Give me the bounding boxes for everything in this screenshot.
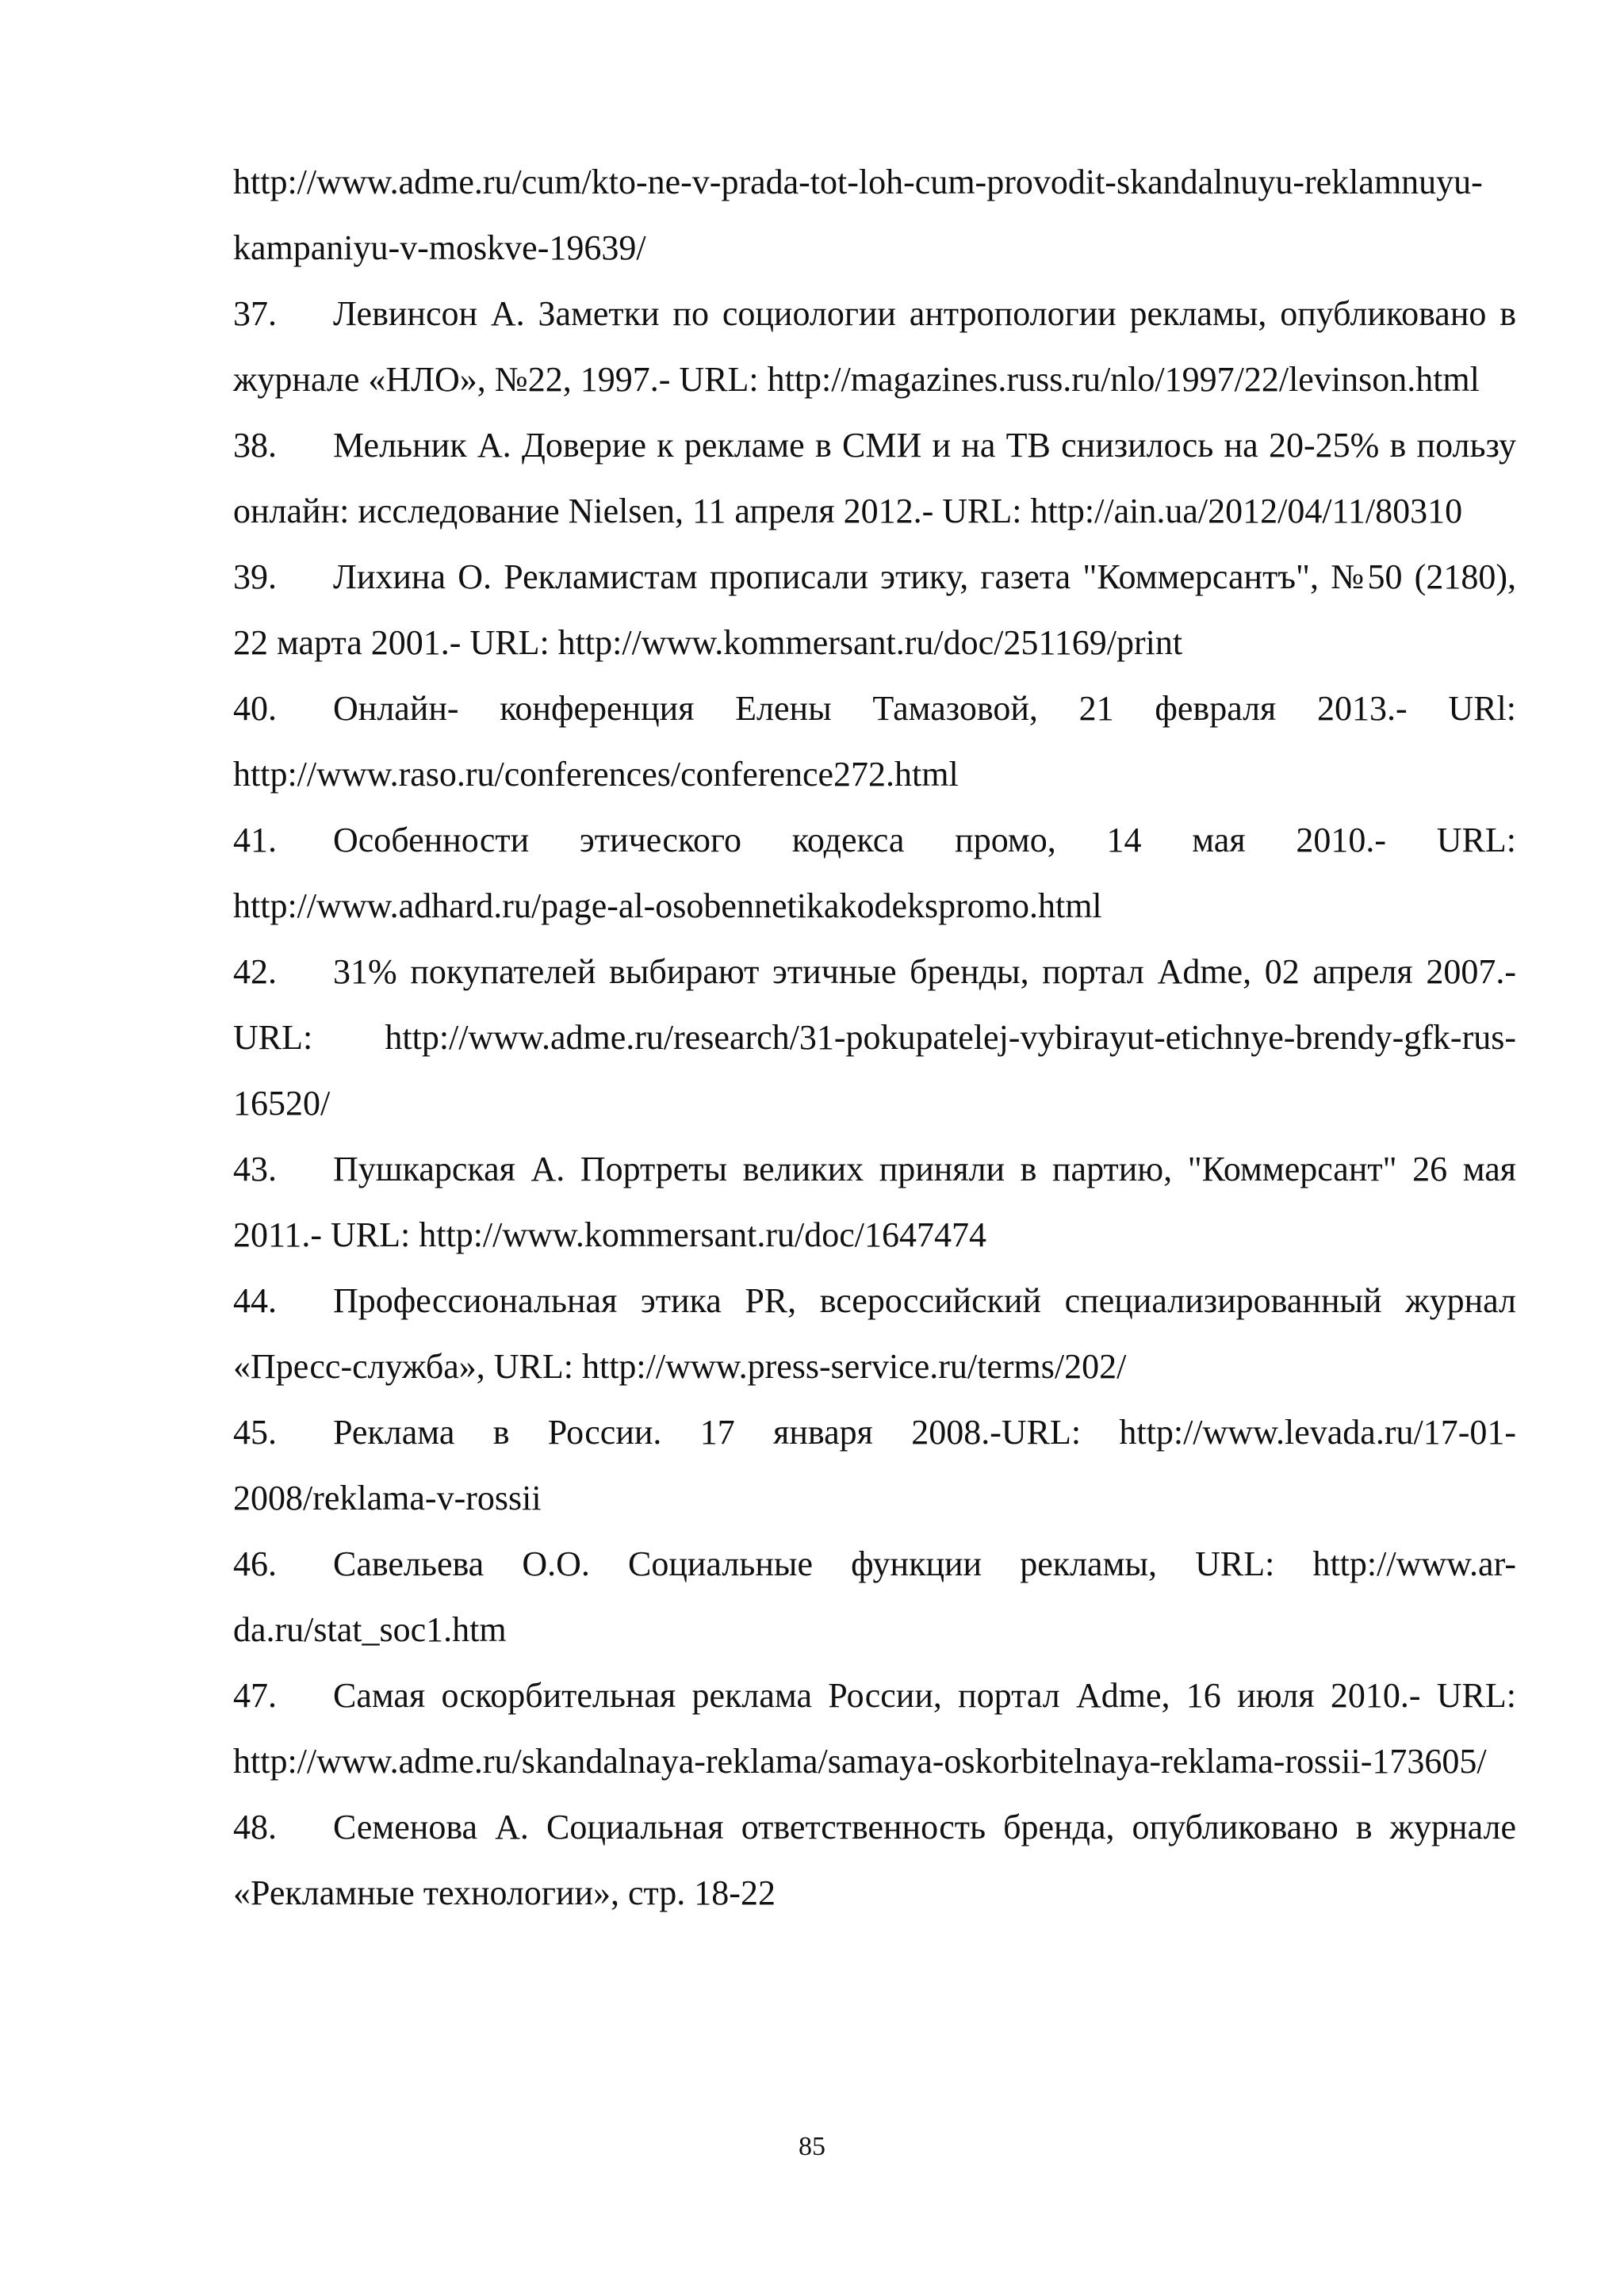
reference-text: Пушкарская А. Портреты великих приняли в партию, "Коммерсант" 26 мая 2011.- URL: http://www.kommersant.ru/doc/1647474 (233, 1150, 1516, 1254)
reference-number: 40. (233, 689, 277, 728)
reference-text: Реклама в России. 17 января 2008.-URL: http://www.levada.ru/17-01-2008/reklama-v-rossii (233, 1413, 1516, 1517)
reference-item (233, 1663, 1516, 1794)
reference-item (233, 281, 1516, 412)
reference-text: Лихина О. Рекламистам прописали этику, газета "Коммерсантъ", №50 (2180), 22 марта 2001.- URL: http://www.kommersant.ru/doc/251169/print (233, 557, 1516, 662)
reference-item (233, 544, 1516, 675)
reference-item (233, 1794, 1516, 1926)
reference-number: 46. (233, 1544, 277, 1583)
reference-text: Левинсон А. Заметки по социологии антропологии рекламы, опубликовано в журнале «НЛО», №22, 1997.- URL: http://magazines.russ.ru/nlo/1997/22/levinson.html (233, 294, 1516, 399)
reference-number: 43. (233, 1150, 277, 1188)
reference-item (233, 675, 1516, 807)
reference-item (233, 939, 1516, 1136)
reference-text: Семенова А. Социальная ответственность бренда, опубликовано в журнале «Рекламные технологии», стр. 18-22 (233, 1808, 1516, 1912)
reference-number: 39. (233, 557, 277, 596)
reference-text: Самая оскорбительная реклама России, портал Adme, 16 июля 2010.- URL: http://www.adme.ru/skandalnaya-reklama/samaya-oskorbitelnaya-reklama-rossii-173605/ (233, 1676, 1516, 1781)
reference-number: 48. (233, 1808, 277, 1846)
reference-text: Профессиональная этика PR, всероссийский специализированный журнал «Пресс-служба», URL: http://www.press-service.ru/terms/202/ (233, 1281, 1516, 1386)
reference-number: 47. (233, 1676, 277, 1715)
reference-text: 31% покупателей выбирают этичные бренды, портал Adme, 02 апреля 2007.- URL: http://www.adme.ru/research/31-pokupatelej-vybirayut-etichnye-brendy-gfk-rus-16520/ (233, 952, 1516, 1123)
reference-item (233, 1268, 1516, 1399)
reference-number: 37. (233, 294, 277, 333)
reference-number: 44. (233, 1281, 277, 1320)
reference-number: 38. (233, 426, 277, 465)
reference-item (233, 1399, 1516, 1531)
reference-text: Савельева О.О. Социальные функции рекламы, URL: http://www.ar-da.ru/stat_soc1.htm (233, 1544, 1516, 1649)
reference-text: Онлайн- конференция Елены Тамазовой, 21 февраля 2013.- URl: http://www.raso.ru/conferences/conference272.html (233, 689, 1516, 794)
reference-item (233, 1531, 1516, 1663)
reference-continuation: http://www.adme.ru/cum/kto-ne-v-prada-tot-loh-cum-provodit-skandalnuyu-reklamnuyu-kampaniyu-v-moskve-19639/ (233, 163, 1483, 267)
reference-number: 41. (233, 821, 277, 859)
reference-item (233, 807, 1516, 939)
reference-number: 45. (233, 1413, 277, 1452)
reference-item (233, 412, 1516, 544)
reference-item (233, 1136, 1516, 1268)
reference-list (233, 149, 1516, 1926)
reference-text: Мельник А. Доверие к рекламе в СМИ и на ТВ снизилось на 20-25% в пользу онлайн: исследование Nielsen, 11 апреля 2012.- URL: http://ain.ua/2012/04/11/80310 (233, 426, 1516, 530)
page-number: 85 (799, 2132, 825, 2161)
reference-text: Особенности этического кодекса промо, 14 мая 2010.- URL: http://www.adhard.ru/page-al-osobennetikakodekspromo.html (233, 821, 1516, 925)
reference-number: 42. (233, 952, 277, 991)
